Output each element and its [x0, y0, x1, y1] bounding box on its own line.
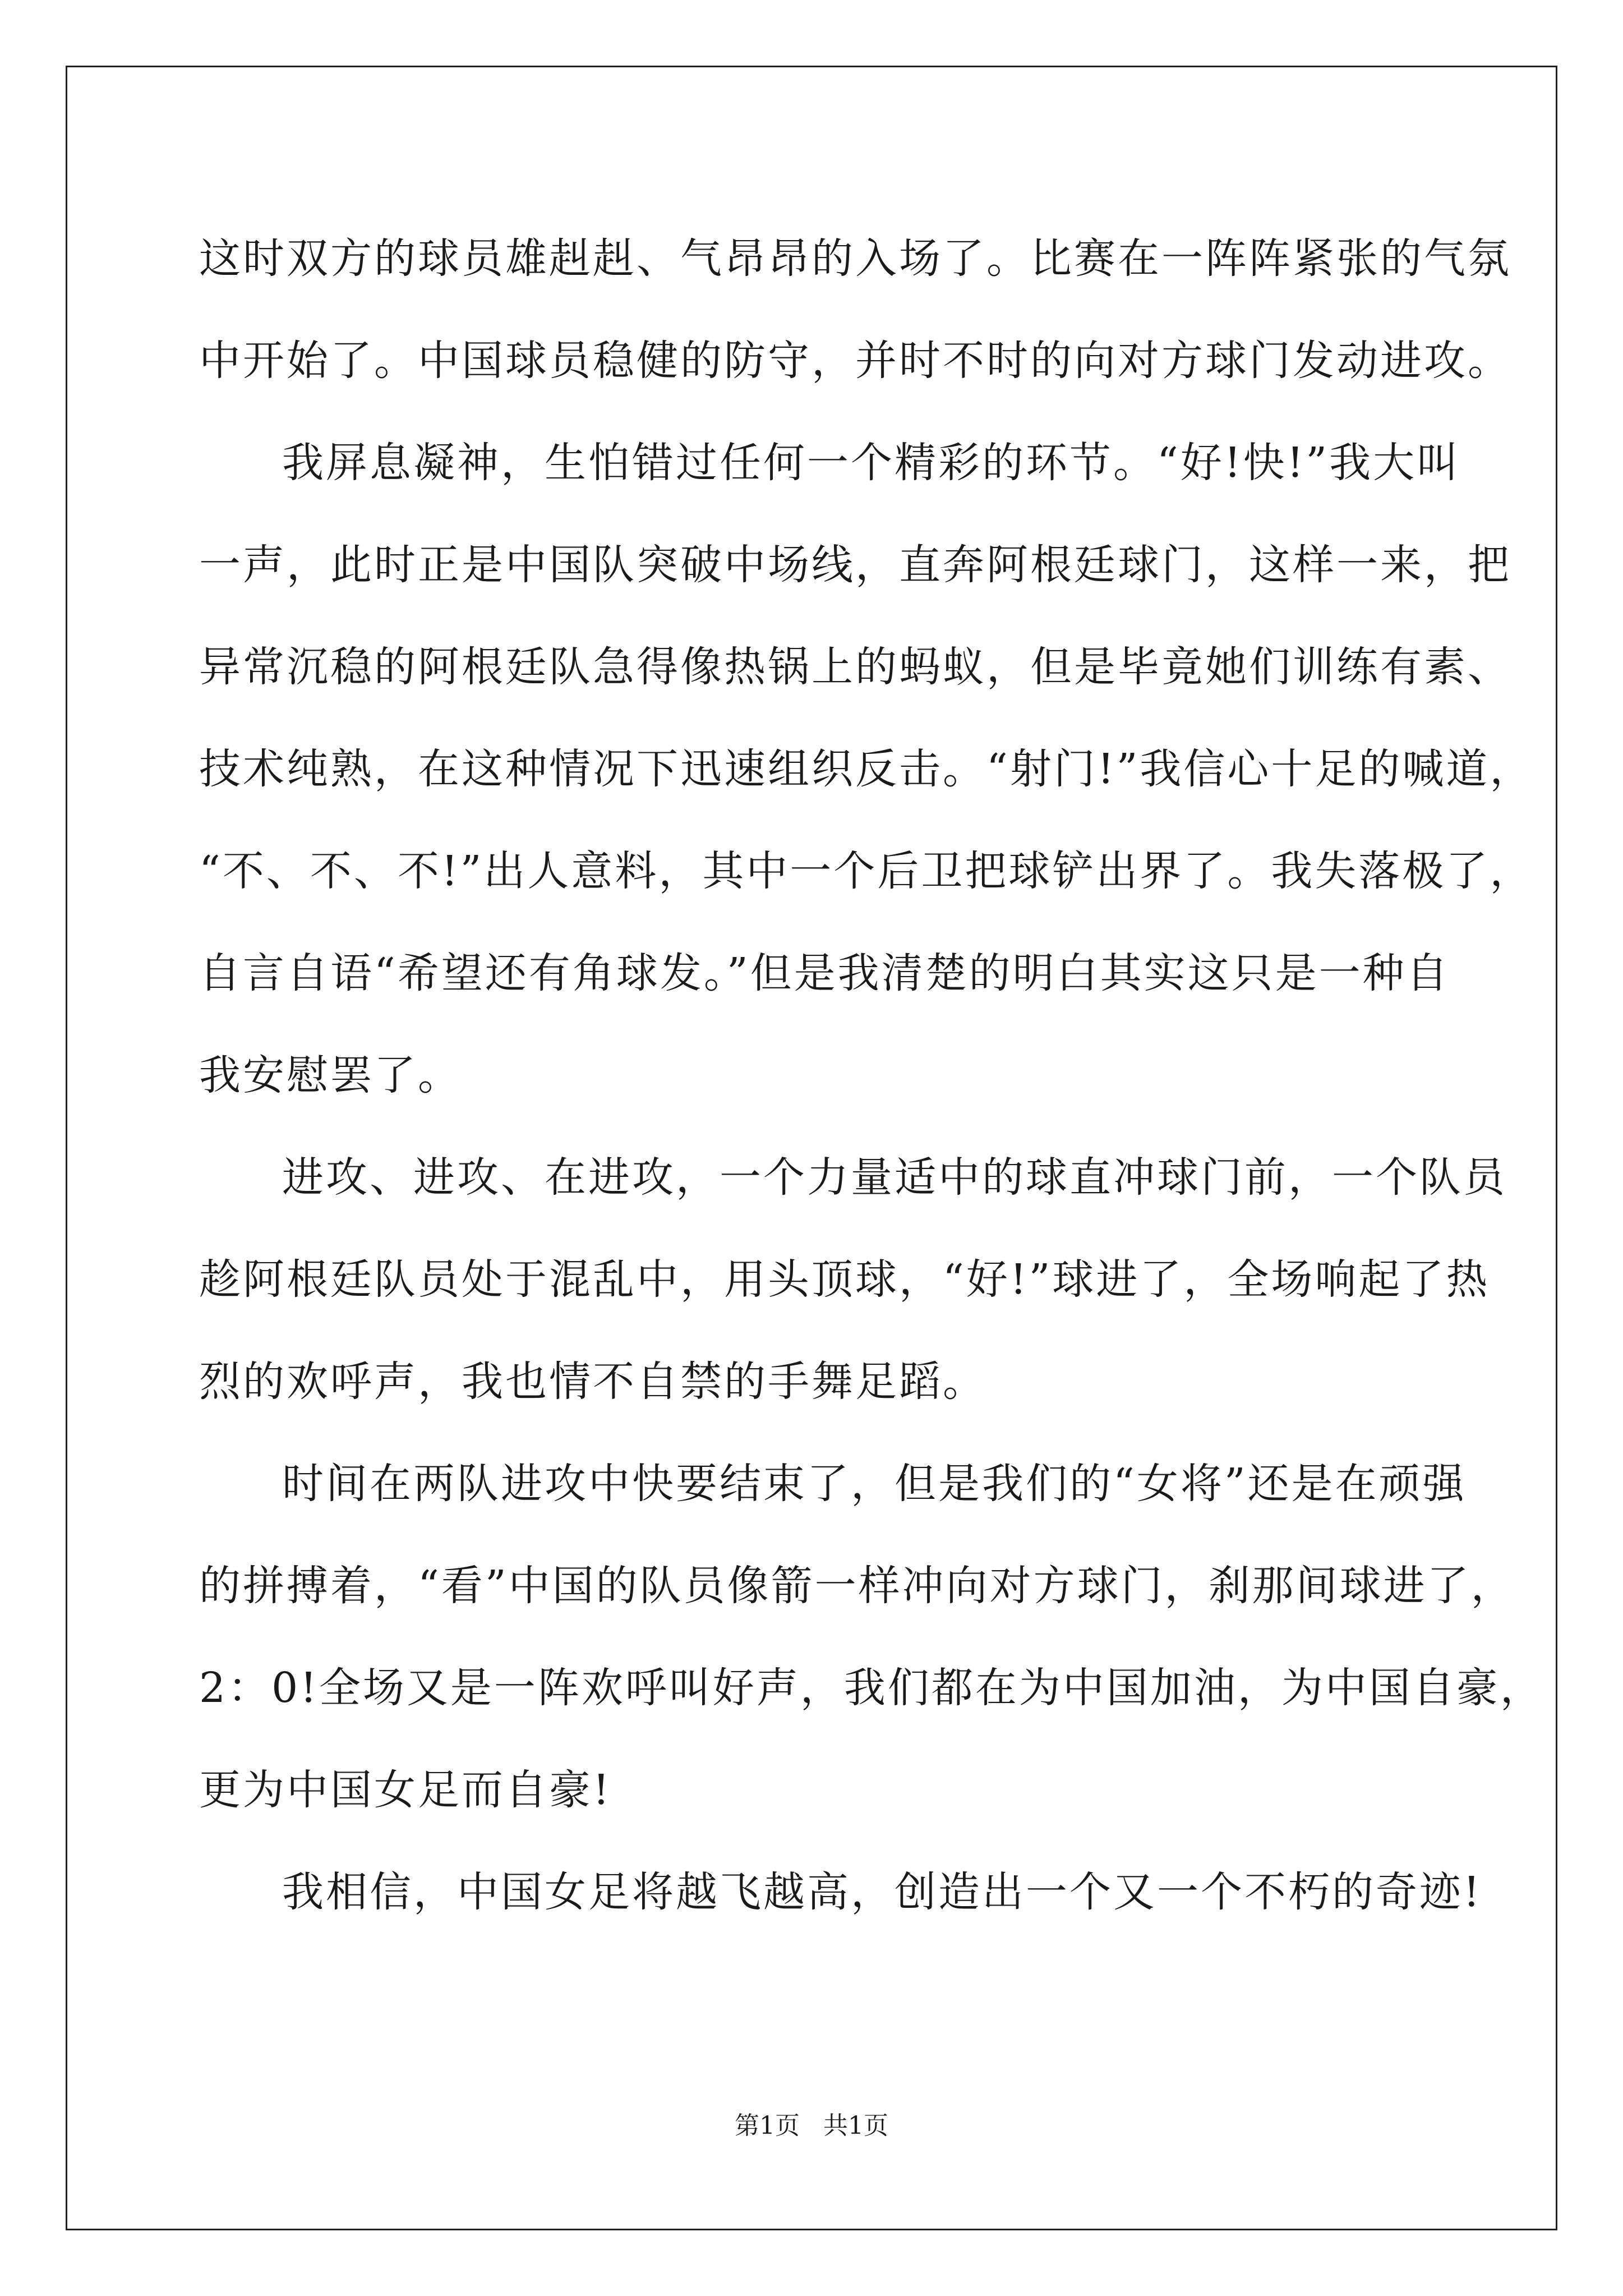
text-line: 进攻、进攻、在进攻，一个力量适中的球直冲球门前，一个队员	[282, 1153, 1507, 1202]
text-line: 的拼搏着，“看”中国的队员像箭一样冲向对方球门，刹那间球进了，	[199, 1562, 1515, 1610]
document-body	[199, 208, 1544, 1943]
text-line: 更为中国女足而自豪!	[199, 1766, 612, 1814]
text-line: 时间在两队进攻中快要结束了，但是我们的“女将”还是在顽强	[282, 1460, 1467, 1508]
text-line: 烈的欢呼声，我也情不自禁的手舞足蹈。	[199, 1358, 986, 1406]
text-line: 我安慰罢了。	[199, 1051, 462, 1099]
text-line: 趁阿根廷队员处于混乱中，用头顶球，“好!”球进了，全场响起了热	[199, 1255, 1490, 1304]
text-line: 这时双方的球员雄赳赳、气昂昂的入场了。比赛在一阵阵紧张的气氛	[199, 234, 1511, 283]
text-line: 我相信，中国女足将越飞越高，创造出一个又一个不朽的奇迹!	[282, 1868, 1482, 1916]
text-line: 2：0!全场又是一阵欢呼叫好声，我们都在为中国加油，为中国自豪，	[199, 1664, 1544, 1712]
text-line: “不、不、不!”出人意料，其中一个后卫把球铲出界了。我失落极了，	[199, 847, 1534, 895]
page-number-footer: 第1页 共1页	[735, 2111, 888, 2140]
text-line: 自言自语“希望还有角球发。”但是我清楚的明白其实这只是一种自	[199, 949, 1450, 997]
text-line: 技术纯熟，在这种情况下迅速组织反击。“射门!”我信心十足的喊道，	[199, 745, 1534, 793]
text-line: 一声，此时正是中国队突破中场线，直奔阿根廷球门，这样一来，把	[199, 541, 1511, 589]
text-line: 异常沉稳的阿根廷队急得像热锅上的蚂蚁，但是毕竟她们训练有素、	[199, 643, 1511, 691]
text-line: 中开始了。中国球员稳健的防守，并时不时的向对方球门发动进攻。	[199, 337, 1511, 385]
text-line: 我屏息凝神，生怕错过任何一个精彩的环节。“好!快!”我大叫	[282, 439, 1461, 487]
